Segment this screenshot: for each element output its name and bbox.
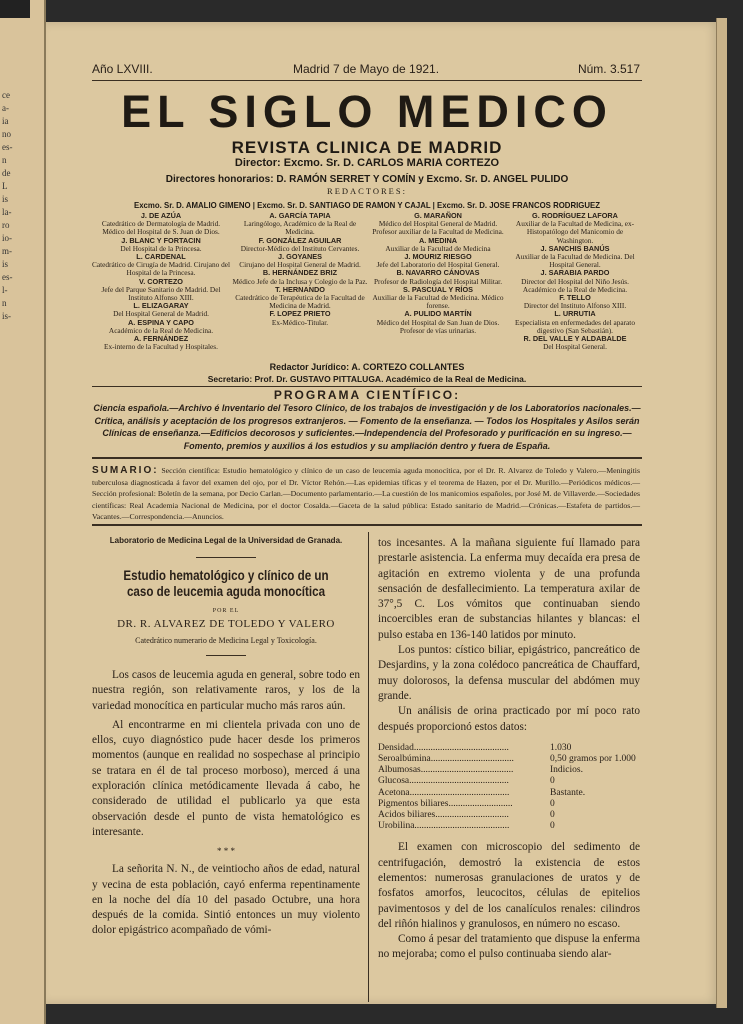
redactor-juridico: Redactor Jurídico: A. CORTEZO COLLANTES	[269, 362, 465, 372]
rule-sumario-top	[92, 457, 642, 459]
left-fragment-text: is	[2, 194, 9, 204]
column-divider	[368, 532, 369, 1002]
urine-key: Glucosa..........................................	[378, 776, 509, 787]
editor-description: Catedrático de Dermatología de Madrid. Médico del Hospital de S. Juan de Dios.	[101, 219, 221, 237]
urine-value: Bastante.	[550, 787, 586, 798]
redactores-label: REDACTORES:	[327, 186, 407, 196]
year-label: Año LXVIII.	[92, 62, 153, 76]
editor-name: B. HERNÁNDEZ BRIZ	[262, 268, 338, 278]
sumario-label: SUMARIO:	[92, 465, 159, 476]
left-fragment-text: ce	[2, 90, 10, 100]
date-label: Madrid 7 de Mayo de 1921.	[292, 62, 440, 76]
left-fragment-text: de	[2, 168, 11, 178]
editor-description: Médico del Hospital de San Juan de Dios. Profesor de vías urinarias.	[376, 317, 500, 335]
left-fragment-text: L	[2, 181, 8, 191]
programa-title: PROGRAMA CIENTÍFICO:	[273, 388, 461, 402]
editor-description: Cirujano del Hospital General de Madrid.	[239, 260, 361, 270]
editor-name: F. LOPEZ PRIETO	[269, 309, 331, 319]
editor-description: Laringólogo, Académico de la Real de Medicina.	[243, 219, 357, 237]
editor-name: J. GOYANES	[278, 252, 322, 262]
editor-description: Director del Hospital del Niño Jesús. Académico de la Real de Medicina.	[521, 276, 629, 294]
urine-value: 0	[550, 798, 555, 809]
editor-name: A. GARCÍA TAPIA	[269, 211, 331, 220]
editor-description: Del Hospital General.	[543, 342, 607, 352]
urine-value: 1.030	[550, 742, 572, 753]
author-role: Catedrático numerario de Medicina Legal y Toxicología.	[135, 636, 317, 645]
editor-description: Médico Jefe de la Inclusa y Colegio de la Paz.	[232, 276, 368, 286]
por-el: POR EL	[212, 608, 240, 614]
chief-editors: Excmo. Sr. D. AMALIO GIMENO | Excmo. Sr. D. SANTIAGO DE RAMON Y CAJAL | Excmo. Sr. D. JOSE FRANCOS RODRIGUEZ	[133, 200, 600, 210]
urine-value: 0,50 gramos por 1.000	[550, 754, 636, 765]
director-line: Director: Excmo. Sr. D. CARLOS MARIA CORTEZO	[234, 157, 500, 169]
paragraph: La señorita N. N., de veintiocho años de edad, natural y vecina de esta población, cayó enferma repentinamente en la noche del día 10 del pasado Octubre, una hora después de la comida. Sintió entonces un muy violento dolor epigástrico acompañado de vómi-	[92, 863, 360, 937]
editor-name: F. GONZÁLEZ AGUILAR	[258, 235, 342, 245]
paragraph: Los puntos: cístico biliar, epigástrico, pancreático de Desjardins, y la zona colédoco pancreática de Chauffard, muy dolorosos, la defensa muscular del abdómen muy grande.	[378, 644, 640, 702]
editor-name: J. SARABIA PARDO	[540, 268, 610, 278]
paragraph: Como á pesar del tratamiento que dispuse la enferma no mejoraba; como el pulso continuaba siendo alar-	[378, 933, 640, 961]
urine-key: Densidad........................................	[378, 742, 509, 753]
editor-name: A. PULIDO MARTÍN	[404, 309, 472, 319]
masthead-subtitle: REVISTA CLINICA DE MADRID	[231, 138, 503, 157]
urine-key: Acetona..........................................	[378, 787, 510, 798]
editor-description: Director del Instituto Alfonso XIII.	[523, 301, 627, 311]
editor-description: Del Hospital de la Princesa.	[120, 243, 202, 253]
editor-description: Ex-interno de la Facultad y Hospitales.	[104, 342, 218, 352]
editor-description: Auxiliar de la Facultad de Medicina. Médico forense.	[372, 293, 504, 311]
urine-value: Indicios.	[550, 765, 583, 776]
left-fragment-text: es-	[2, 272, 13, 282]
urine-key: Urobilina........................................	[378, 821, 510, 832]
urine-row	[378, 810, 640, 821]
editor-name: S. PASCUAL Y RÍOS	[402, 284, 473, 294]
editors-col-4	[508, 212, 642, 351]
sumario-block	[92, 465, 640, 523]
left-fragment-text: ia	[2, 116, 9, 126]
urine-row	[378, 754, 640, 765]
urine-value: 0	[550, 821, 555, 832]
section-stars: * * *	[217, 846, 235, 857]
article-left-column	[92, 536, 360, 939]
divider	[206, 655, 246, 656]
lab-heading: Laboratorio de Medicina Legal de la Universidad de Granada.	[109, 536, 343, 545]
editor-name: A. FERNÁNDEZ	[133, 334, 189, 344]
left-fragment-text: a-	[2, 103, 9, 113]
sumario-text: Sección científica: Estudio hematológico y clínico de un caso de leucemia aguda monocítica, por el Dr. R. Alvarez de Toledo y Valero.—Meningitis tuberculosa diagnosticada á favor del examen del ojo, por el Dr. Víctor Rehón.—Las epidemias tíficas y el teorema de Hazen, por el Dr. Murillo.—Periódicos médicos.—Sección profesional: Boletín de la semana, por Decio Carlan.—Documento parlamentario.—La cuestión de los manicomios españoles, por José M. de Villaverde.—Sociedades científicas: Real Academia Nacional de Medicina, por el doctor Cosalda.—Gaceta de la salud pública: Estado sanitario de Madrid.—Crónicas.—Estafeta de partidos.—Vacantes.—Correspondencia.—Anuncios.	[92, 466, 641, 521]
editor-description: Jefe del Laboratorio del Hospital General.	[376, 260, 500, 270]
editor-description: Auxiliar de la Facultad de Medicina, ex-Histopatólogo del Manicomio de Washington.	[515, 219, 635, 245]
editor-name: J. BLANC Y FORTACIN	[121, 235, 201, 245]
editors-col-2	[232, 212, 368, 327]
honorary-directors: Directores honorarios: D. RAMÓN SERRET Y COMÍN y Excmo. Sr. D. ANGEL PULIDO	[165, 174, 569, 185]
urine-row	[378, 765, 640, 776]
left-fragment-text: is	[2, 259, 9, 269]
left-fragment-text: l-	[2, 285, 8, 295]
editor-name: G. MARAÑON	[414, 211, 462, 220]
binding-dark-strip	[0, 0, 30, 18]
urine-row	[378, 799, 640, 810]
urine-value: 0	[550, 809, 555, 820]
issue-number: Núm. 3.517	[577, 62, 640, 76]
left-fragment-text: n	[2, 155, 7, 165]
paragraph: Al encontrarme en mi clientela privada con uno de ellos, cuyo diagnóstico pude hacer desde los primeros momentos (aunque en realidad no sospechase al principio se tratara en él de tal proceso morboso), merced á una exploración clínica metódicamente llevada á cabo, he considerado de utilidad el publicarlo ya que esta observación desde el punto de vista hematológico es interesante.	[92, 718, 360, 838]
paragraph: Los casos de leucemia aguda en general, sobre todo en nuestra región, son relativamente raros, y los de la variedad monocítica en particular mucho más raros aún.	[92, 669, 360, 712]
left-fragment-text: is-	[2, 311, 11, 321]
editor-description: Catedrático de Terapéutica de la Facultad de Medicina de Madrid.	[235, 293, 365, 311]
editors-columns	[92, 212, 642, 374]
editor-description: Del Hospital General de Madrid.	[113, 309, 209, 319]
urine-key: Acidos biliares...............................	[378, 809, 509, 820]
left-fragment-text: m-	[2, 246, 12, 256]
urine-row	[378, 821, 640, 832]
editor-name: A. MEDINA	[418, 235, 458, 245]
editors-col-3	[370, 212, 506, 335]
rule-programa-top	[92, 386, 642, 387]
urine-key: Seroalbúmina...................................	[378, 754, 514, 765]
editor-description: Profesor de Radiología del Hospital Militar.	[373, 276, 503, 286]
editor-name: V. CORTEZO	[139, 276, 183, 286]
urine-key: Pigmentos biliares...........................	[378, 798, 513, 809]
left-fragment-text: io-	[2, 233, 12, 243]
urine-table	[378, 743, 640, 833]
programa-text: Ciencia española.—Archivo é Inventario del Tesoro Clínico, de los trabajos de investigación y de los Laboratorios nacionales.—Crítica, análisis y aceptación de los progresos extranjeros. — Fomento de la enseñanza. — Todos los Hospitales y Asilos serán Clínicas de enseñanza.—Edificios decorosos y suficientes.—Independencia del Profesorado y purificación en su ingreso.—Fomento, premios y auxilios á los estudios y su ampliación dentro y fuera de España.	[93, 403, 641, 451]
editor-description: Auxiliar de la Facultad de Medicina. Del Hospital General.	[515, 252, 635, 270]
left-fragment-text: es-	[2, 142, 13, 152]
editor-description: Catedrático de Cirugía de Madrid. Cirujano del Hospital de la Princesa.	[92, 260, 230, 278]
editor-description: Especialista en enfermedades del aparato digestivo (San Sebastián).	[515, 317, 635, 335]
paragraph: tos incesantes. A la mañana siguiente fuí llamado para prestarle asistencia. La enferma muy decaída era presa de agitación en extremo violenta y de una profunda sensación de desfallecimiento. La temperatura axilar de 37°,5 C. Los vómitos que continuaban siendo incoercibles eran de substancias hilantes y blancas: el pulso estaba en 136-140 latidos por minuto.	[378, 537, 640, 641]
editor-name: A. ESPINA Y CAPO	[128, 317, 194, 327]
left-page-fragment	[0, 0, 46, 1024]
editor-name: G. RODRÍGUEZ LAFORA	[532, 211, 618, 220]
editor-name: T. HERNANDO	[275, 284, 325, 294]
editor-description: Académico de la Real de Medicina.	[108, 325, 214, 335]
left-fragment-text: no	[2, 129, 11, 139]
urine-key: Albumosas.......................................	[378, 765, 514, 776]
editors-col-1	[92, 212, 230, 351]
editor-description: Médico del Hospital General de Madrid. Profesor auxiliar de la Facultad de Medicina.	[372, 219, 504, 237]
page-edge	[716, 18, 727, 1008]
editor-name: B. NAVARRO CÁNOVAS	[396, 268, 480, 278]
secretario-line: Secretario: Prof. Dr. GUSTAVO PITTALUGA. Académico de la Real de Medicina.	[207, 374, 527, 384]
editor-name: L. URRUTIA	[554, 309, 596, 319]
article-title: Estudio hematológico y clínico de un caso de leucemia aguda monocítica	[123, 568, 329, 599]
editor-name: F. TELLO	[559, 293, 591, 303]
urine-row	[378, 743, 640, 754]
editor-name: J. DE AZÚA	[140, 211, 182, 220]
article-right-column	[378, 536, 640, 963]
editor-name: L. CARDENAL	[136, 252, 186, 262]
urine-value: 0	[550, 776, 555, 787]
urine-row	[378, 776, 640, 787]
editor-name: J. SANCHIS BANÚS	[540, 243, 610, 253]
editor-description: Jefe del Parque Sanitario de Madrid. Del Instituto Alfonso XIII.	[101, 284, 221, 303]
paragraph: El examen con microscopio del sedimento de centrifugación, demostró la existencia de estos elementos: numerosas granulaciones de uratos y de fosfatos amorfos, leucocitos, células de epitelios pavimentosos y del de los canalículos renales: cilindros del riñón hialinos y granulosos, en número no escaso.	[378, 841, 640, 930]
urine-row	[378, 788, 640, 799]
left-fragment-text: n	[2, 298, 7, 308]
editor-description: Ex-Médico-Titular.	[271, 317, 329, 327]
masthead-title: EL SIGLO MEDICO	[121, 86, 613, 137]
divider	[196, 557, 256, 558]
article-author: DR. R. ALVAREZ DE TOLEDO Y VALERO	[117, 618, 335, 630]
left-fragment-text: ro	[2, 220, 10, 230]
editor-name: L. ELIZAGARAY	[133, 301, 189, 311]
editor-name: J. MOURIZ RIESGO	[404, 252, 472, 262]
editor-name: R. DEL VALLE Y ALDABALDE	[523, 334, 627, 344]
editor-description: Auxiliar de la Facultad de Medicina	[385, 243, 491, 253]
left-fragment-text: la-	[2, 207, 12, 217]
editor-description: Director-Médico del Instituto Cervantes.	[240, 243, 360, 253]
paragraph: Un análisis de orina practicado por mí poco rato después proporcionó estos datos:	[378, 705, 640, 733]
rule-article-top	[92, 524, 642, 526]
header-rule	[92, 80, 642, 81]
